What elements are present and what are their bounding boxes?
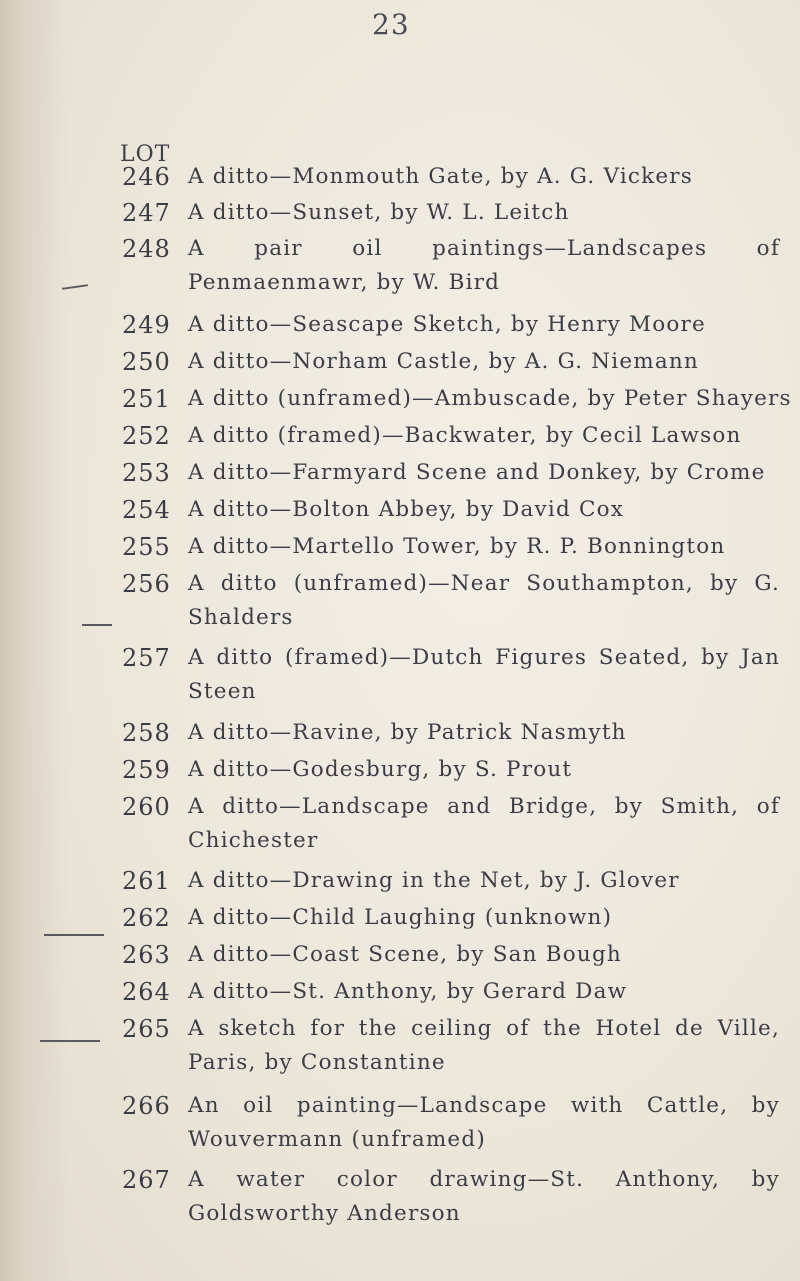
lot-description: A ditto—Norham Castle, by A. G. Niemann xyxy=(188,349,699,374)
lot-description: A ditto—Coast Scene, by San Bough xyxy=(188,942,622,967)
lot-description: A pair oil paintings—Landscapes of Penmaenmawr, by W. Bird xyxy=(188,236,780,295)
lot-number: 266 xyxy=(122,1092,171,1120)
lot-description: A ditto (unframed)—Near Southampton, by G. Shalders xyxy=(188,571,780,630)
lot-description: A ditto (framed)—Dutch Figures Seated, by Jan Steen xyxy=(188,645,780,704)
lot-description: A ditto—Godesburg, by S. Prout xyxy=(188,757,573,782)
lot-description: A water color drawing—St. Anthony, by Goldsworthy Anderson xyxy=(188,1167,780,1226)
lot-number: 257 xyxy=(122,644,171,672)
lot-number: 249 xyxy=(122,311,171,339)
margin-pencil-mark xyxy=(82,624,112,626)
lot-description: A ditto (unframed)—Ambuscade, by Peter Shayers xyxy=(188,386,792,411)
lot-number: 258 xyxy=(122,719,171,747)
lot-number: 254 xyxy=(122,496,171,524)
margin-pencil-mark xyxy=(44,934,104,936)
lot-number: 253 xyxy=(122,459,171,487)
lot-number: 263 xyxy=(122,941,171,969)
lot-number: 261 xyxy=(122,867,171,895)
page-number: 23 xyxy=(372,8,410,41)
lot-description: A ditto—Child Laughing (unknown) xyxy=(188,905,613,930)
lot-number: 264 xyxy=(122,978,171,1006)
lot-number: 262 xyxy=(122,904,171,932)
lot-number: 246 xyxy=(122,163,171,191)
lot-number: 247 xyxy=(122,199,171,227)
margin-pencil-mark xyxy=(40,1040,100,1042)
lot-description: A ditto—Drawing in the Net, by J. Glover xyxy=(188,868,680,893)
lot-description: A ditto—Landscape and Bridge, by Smith, of Chichester xyxy=(188,794,780,853)
lot-number: 260 xyxy=(122,793,171,821)
lot-number: 259 xyxy=(122,756,171,784)
lot-number: 248 xyxy=(122,235,171,263)
lot-description: A sketch for the ceiling of the Hotel de Ville, Paris, by Constantine xyxy=(188,1016,780,1075)
lot-description: An oil painting—Landscape with Cattle, by Wouvermann (unframed) xyxy=(188,1093,780,1152)
lot-description: A ditto—Ravine, by Patrick Nasmyth xyxy=(188,720,627,745)
lot-description: A ditto—Martello Tower, by R. P. Bonnington xyxy=(188,534,726,559)
lot-number: 252 xyxy=(122,422,171,450)
lot-number: 265 xyxy=(122,1015,171,1043)
lot-description: A ditto—Seascape Sketch, by Henry Moore xyxy=(188,312,706,337)
lot-number: 256 xyxy=(122,570,171,598)
lot-number: 251 xyxy=(122,385,171,413)
lot-description: A ditto—Bolton Abbey, by David Cox xyxy=(188,497,625,522)
page-edge-shadow xyxy=(0,0,70,1281)
lot-column-header: LOT xyxy=(120,142,171,167)
lot-description: A ditto (framed)—Backwater, by Cecil Lawson xyxy=(188,423,742,448)
lot-description: A ditto—Sunset, by W. L. Leitch xyxy=(188,200,570,225)
lot-description: A ditto—St. Anthony, by Gerard Daw xyxy=(188,979,628,1004)
lot-number: 250 xyxy=(122,348,171,376)
lot-number: 267 xyxy=(122,1166,171,1194)
lot-description: A ditto—Farmyard Scene and Donkey, by Crome xyxy=(188,460,766,485)
lot-number: 255 xyxy=(122,533,171,561)
lot-description: A ditto—Monmouth Gate, by A. G. Vickers xyxy=(188,164,693,189)
